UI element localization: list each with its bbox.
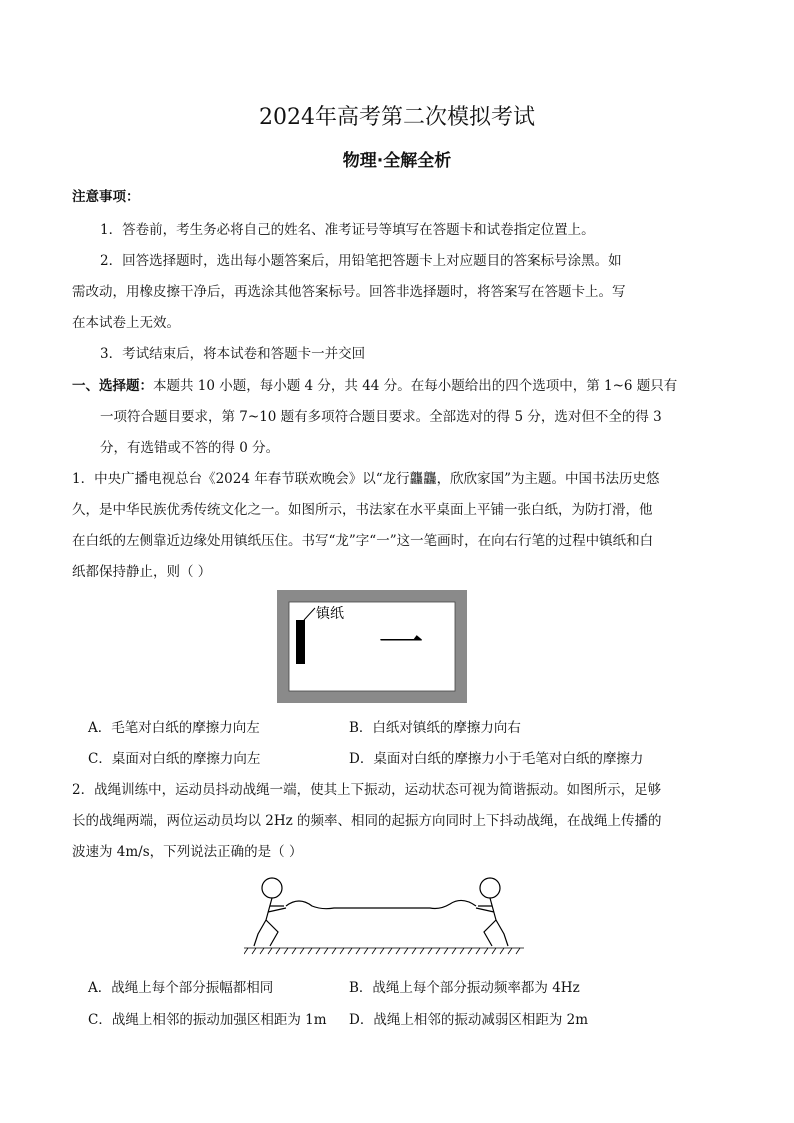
section-one-label: 一、选择题： [72,378,153,394]
ground-hatching [244,948,524,954]
question-2-stem: 2．战绳训练中，运动员抖动战绳一端，使其上下振动，运动状态可视为简谐振动。如图所示，足够 [72,782,662,798]
q2-option-c: C．战绳上相邻的振动加强区相距为 1m [88,1012,327,1028]
question-2-stem: 长的战绳两端，两位运动员均以 2Hz 的频率、相同的起振方向同时上下抖动战绳，在战绳上传播的 [72,813,662,829]
right-athlete [476,878,508,946]
section-one-text: 一项符合题目要求，第 7~10 题有多项符合题目要求。全部选对的得 5 分，选对但不全的得 3 [100,409,662,425]
q2-option-b: B．战绳上每个部分振动频率都为 4Hz [349,980,580,996]
section-one-intro [72,374,677,394]
notice-item: 1．答卷前，考生务必将自己的姓名、准考证号等填写在答题卡和试卷指定位置上。 [100,222,595,238]
notice-heading: 注意事项： [72,189,140,205]
paperweight-label: 镇纸 [316,606,344,622]
q1-option-a: A．毛笔对白纸的摩擦力向左 [88,720,260,736]
paperweight-figure [277,590,467,703]
section-one-text: 分，有选错或不答的得 0 分。 [100,440,280,456]
question-2-stem: 波速为 4m/s，下列说法正确的是（ ） [72,844,303,860]
question-1-stem: 久，是中华民族优秀传统文化之一。如图所示，书法家在水平桌面上平铺一张白纸，为防打滑，他 [72,502,653,518]
q1-option-d: D．桌面对白纸的摩擦力小于毛笔对白纸的摩擦力 [349,751,644,767]
notice-item: 3．考试结束后，将本试卷和答题卡一并交回 [100,346,366,362]
q2-option-a: A．战绳上每个部分振幅都相同 [88,980,274,996]
q1-option-c: C．桌面对白纸的摩擦力向左 [88,751,261,767]
q2-option-d: D．战绳上相邻的振动减弱区相距为 2m [349,1012,589,1028]
brush-stroke: 一 [378,616,424,670]
battle-rope-figure [244,876,524,956]
left-athlete [254,878,286,946]
battle-rope [286,900,476,908]
page-subtitle: 物理·全解全析 [342,151,452,171]
page-title: 2024年高考第二次模拟考试 [259,105,535,130]
question-1-stem: 纸都保持静止，则（ ） [72,564,212,580]
section-one-text: 本题共 10 小题，每小题 4 分，共 44 分。在每小题给出的四个选项中，第 1~6 题只有 [153,378,678,394]
notice-item: 需改动，用橡皮擦干净后，再选涂其他答案标号。回答非选择题时，将答案写在答题卡上。写 [72,284,626,300]
white-paper [289,602,455,691]
notice-item: 在本试卷上无效。 [72,315,180,331]
q1-option-b: B．白纸对镇纸的摩擦力向右 [349,720,521,736]
paperweight-block [296,620,305,664]
question-1-stem: 在白纸的左侧靠近边缘处用镇纸压住。书写“龙”字“一”这一笔画时，在向右行笔的过程中镇纸和白 [72,533,654,549]
notice-item: 2．回答选择题时，选出每小题答案后，用铅笔把答题卡上对应题目的答案标号涂黑。如 [100,253,622,269]
question-1-stem: 1．中央广播电视总台《2024 年春节联欢晚会》以“龙行龘龘，欣欣家国”为主题。中国书法历史悠 [72,471,660,487]
